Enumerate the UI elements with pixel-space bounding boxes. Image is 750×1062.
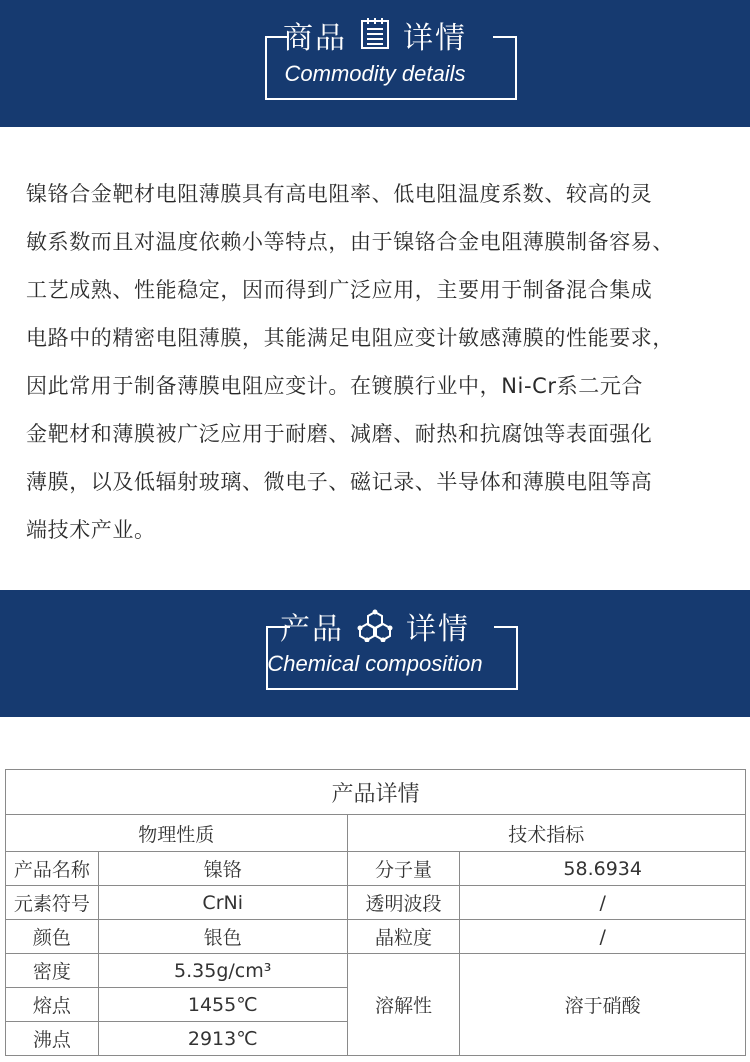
intro-line: 镍铬合金靶材电阻薄膜具有高电阻率、低电阻温度系数、较高的灵 xyxy=(26,182,653,206)
technical-specs-header: 技术指标 xyxy=(347,815,745,852)
spec-value: / xyxy=(460,886,746,920)
product-details-table xyxy=(5,769,746,1056)
property-value: CrNi xyxy=(98,886,347,920)
property-label: 颜色 xyxy=(6,920,99,954)
banner-title-left: 产品 xyxy=(280,611,344,647)
property-value: 镍铬 xyxy=(98,852,347,886)
spec-value: 溶于硝酸 xyxy=(460,954,746,1056)
intro-line: 薄膜，以及低辐射玻璃、微电子、磁记录、半导体和薄膜电阻等高 xyxy=(26,470,653,494)
property-label: 沸点 xyxy=(6,1022,99,1056)
property-value: 银色 xyxy=(98,920,347,954)
intro-line: 端技术产业。 xyxy=(26,518,156,542)
intro-line: 工艺成熟、性能稳定，因而得到广泛应用，主要用于制备混合集成 xyxy=(26,278,653,302)
banner-subtitle: Commodity details xyxy=(284,61,466,86)
intro-line: 敏系数而且对温度依赖小等特点，由于镍铬合金电阻薄膜制备容易、 xyxy=(26,230,674,254)
intro-paragraph xyxy=(26,170,726,554)
commodity-details-banner xyxy=(0,0,750,127)
spec-value: 58.6934 xyxy=(460,852,746,886)
table-row xyxy=(6,852,746,886)
property-label: 熔点 xyxy=(6,988,99,1022)
notepad-icon xyxy=(359,16,391,61)
physical-properties-header: 物理性质 xyxy=(6,815,348,852)
intro-line: 电路中的精密电阻薄膜，其能满足电阻应变计敏感薄膜的性能要求， xyxy=(26,326,674,350)
property-value: 5.35g/cm³ xyxy=(98,954,347,988)
banner-title-right: 详情 xyxy=(403,20,467,56)
property-value: 2913℃ xyxy=(98,1022,347,1056)
banner-title xyxy=(0,16,750,61)
intro-line: 因此常用于制备薄膜电阻应变计。在镀膜行业中，Ni-Cr系二元合 xyxy=(26,374,644,398)
table-row xyxy=(6,886,746,920)
property-value: 1455℃ xyxy=(98,988,347,1022)
table-header-row xyxy=(6,815,746,852)
banner-title-right: 详情 xyxy=(406,611,470,647)
spec-label: 溶解性 xyxy=(347,954,460,1056)
table-title-row xyxy=(6,770,746,815)
spec-label: 晶粒度 xyxy=(347,920,460,954)
chemical-composition-banner xyxy=(0,590,750,717)
table-row xyxy=(6,920,746,954)
banner-subtitle: Chemical composition xyxy=(267,651,483,676)
property-label: 元素符号 xyxy=(6,886,99,920)
intro-line: 金靶材和薄膜被广泛应用于耐磨、减磨、耐热和抗腐蚀等表面强化 xyxy=(26,422,653,446)
banner-title xyxy=(0,606,750,653)
spec-label: 分子量 xyxy=(347,852,460,886)
spec-value: / xyxy=(460,920,746,954)
molecule-icon xyxy=(356,606,394,653)
property-label: 产品名称 xyxy=(6,852,99,886)
property-label: 密度 xyxy=(6,954,99,988)
table-row xyxy=(6,954,746,988)
table-title: 产品详情 xyxy=(6,770,746,815)
banner-title-left: 商品 xyxy=(283,20,347,56)
spec-label: 透明波段 xyxy=(347,886,460,920)
